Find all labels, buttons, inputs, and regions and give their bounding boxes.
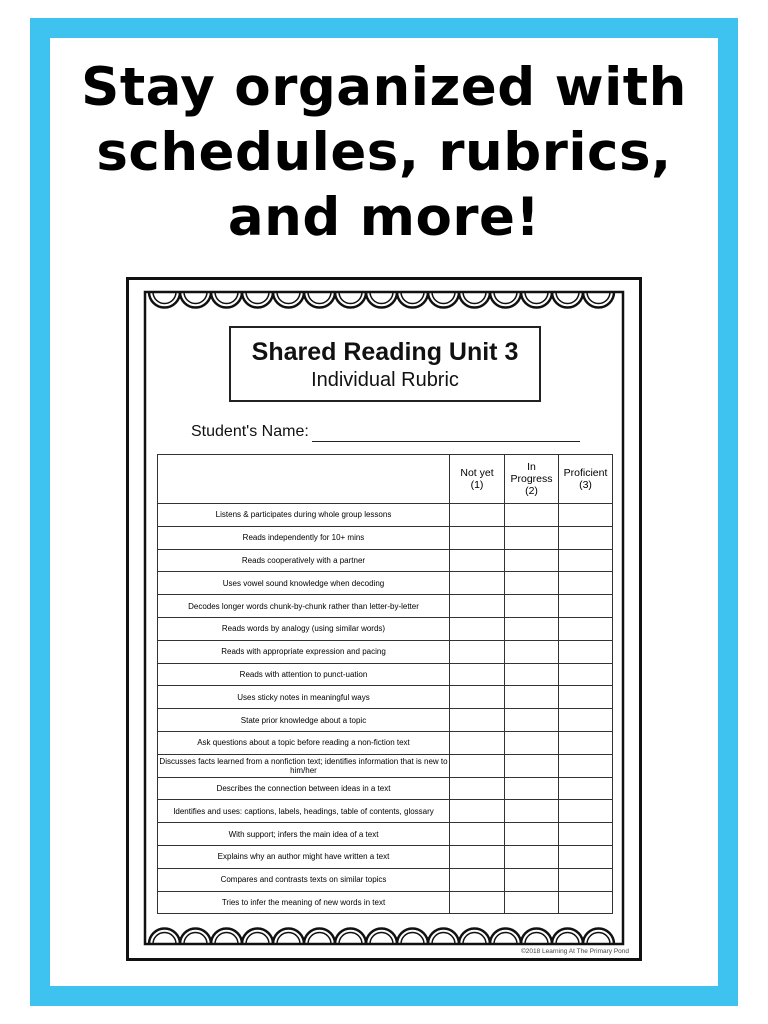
score-cell[interactable] bbox=[450, 709, 505, 732]
score-cell[interactable] bbox=[559, 868, 613, 891]
score-cell[interactable] bbox=[559, 686, 613, 709]
rubric-table bbox=[157, 454, 613, 914]
copyright-note: ©2018 Learning At The Primary Pond bbox=[520, 948, 629, 955]
score-cell[interactable] bbox=[505, 800, 559, 823]
score-cell[interactable] bbox=[450, 572, 505, 595]
table-row bbox=[158, 754, 613, 777]
table-row bbox=[158, 504, 613, 527]
criterion-cell: With support; infers the main idea of a text bbox=[158, 823, 450, 846]
column-header: In Progress (2) bbox=[505, 455, 559, 504]
table-row bbox=[158, 868, 613, 891]
score-cell[interactable] bbox=[559, 640, 613, 663]
score-cell[interactable] bbox=[559, 709, 613, 732]
student-name-row bbox=[191, 421, 591, 445]
score-cell[interactable] bbox=[505, 845, 559, 868]
score-cell[interactable] bbox=[505, 709, 559, 732]
score-cell[interactable] bbox=[505, 686, 559, 709]
score-cell[interactable] bbox=[450, 640, 505, 663]
score-cell[interactable] bbox=[559, 526, 613, 549]
criterion-cell: Ask questions about a topic before reading a non-fiction text bbox=[158, 731, 450, 754]
score-cell[interactable] bbox=[450, 663, 505, 686]
table-row bbox=[158, 800, 613, 823]
criterion-cell: Decodes longer words chunk-by-chunk rather than letter-by-letter bbox=[158, 595, 450, 618]
table-row bbox=[158, 663, 613, 686]
score-cell[interactable] bbox=[450, 504, 505, 527]
criterion-cell: Explains why an author might have written a text bbox=[158, 845, 450, 868]
table-row bbox=[158, 549, 613, 572]
table-row bbox=[158, 845, 613, 868]
score-cell[interactable] bbox=[450, 868, 505, 891]
score-cell[interactable] bbox=[450, 686, 505, 709]
score-cell[interactable] bbox=[450, 777, 505, 800]
score-cell[interactable] bbox=[559, 731, 613, 754]
table-row bbox=[158, 572, 613, 595]
score-cell[interactable] bbox=[450, 549, 505, 572]
score-cell[interactable] bbox=[505, 549, 559, 572]
criterion-cell: Uses sticky notes in meaningful ways bbox=[158, 686, 450, 709]
table-row bbox=[158, 686, 613, 709]
score-cell[interactable] bbox=[505, 572, 559, 595]
score-cell[interactable] bbox=[450, 526, 505, 549]
table-row bbox=[158, 777, 613, 800]
score-cell[interactable] bbox=[559, 777, 613, 800]
table-row bbox=[158, 823, 613, 846]
student-name-line bbox=[312, 441, 580, 442]
score-cell[interactable] bbox=[505, 777, 559, 800]
score-cell[interactable] bbox=[450, 595, 505, 618]
score-cell[interactable] bbox=[505, 891, 559, 914]
score-cell[interactable] bbox=[505, 754, 559, 777]
column-header: Not yet (1) bbox=[450, 455, 505, 504]
title-box bbox=[229, 326, 541, 402]
table-row bbox=[158, 709, 613, 732]
score-cell[interactable] bbox=[505, 663, 559, 686]
score-cell[interactable] bbox=[559, 845, 613, 868]
criterion-cell: Reads with appropriate expression and pacing bbox=[158, 640, 450, 663]
table-row bbox=[158, 640, 613, 663]
score-cell[interactable] bbox=[505, 595, 559, 618]
score-cell[interactable] bbox=[559, 595, 613, 618]
criterion-cell: Identifies and uses: captions, labels, headings, table of contents, glossary bbox=[158, 800, 450, 823]
score-cell[interactable] bbox=[450, 823, 505, 846]
score-cell[interactable] bbox=[505, 504, 559, 527]
score-cell[interactable] bbox=[559, 823, 613, 846]
criterion-cell: Reads words by analogy (using similar words) bbox=[158, 617, 450, 640]
headline: Stay organized with schedules, rubrics, and more! bbox=[81, 57, 687, 248]
table-row bbox=[158, 891, 613, 914]
criterion-cell: Discusses facts learned from a nonfiction text; identifies information that is new to him/her bbox=[158, 754, 450, 777]
score-cell[interactable] bbox=[505, 868, 559, 891]
score-cell[interactable] bbox=[559, 800, 613, 823]
score-cell[interactable] bbox=[450, 800, 505, 823]
score-cell[interactable] bbox=[505, 526, 559, 549]
criterion-cell: Reads with attention to punct-uation bbox=[158, 663, 450, 686]
score-cell[interactable] bbox=[505, 640, 559, 663]
criterion-cell: State prior knowledge about a topic bbox=[158, 709, 450, 732]
score-cell[interactable] bbox=[505, 617, 559, 640]
score-cell[interactable] bbox=[559, 663, 613, 686]
table-row bbox=[158, 526, 613, 549]
criterion-cell: Uses vowel sound knowledge when decoding bbox=[158, 572, 450, 595]
table-row bbox=[158, 731, 613, 754]
score-cell[interactable] bbox=[559, 549, 613, 572]
criterion-cell: Describes the connection between ideas in a text bbox=[158, 777, 450, 800]
sheet-title: Shared Reading Unit 3 bbox=[251, 338, 519, 366]
score-cell[interactable] bbox=[450, 617, 505, 640]
score-cell[interactable] bbox=[450, 845, 505, 868]
table-row bbox=[158, 595, 613, 618]
score-cell[interactable] bbox=[450, 731, 505, 754]
rubric-sheet bbox=[126, 277, 642, 961]
sheet-subtitle: Individual Rubric bbox=[311, 369, 459, 391]
table-row bbox=[158, 617, 613, 640]
score-cell[interactable] bbox=[505, 823, 559, 846]
score-cell[interactable] bbox=[559, 617, 613, 640]
criterion-cell: Compares and contrasts texts on similar topics bbox=[158, 868, 450, 891]
score-cell[interactable] bbox=[450, 754, 505, 777]
criterion-cell: Reads cooperatively with a partner bbox=[158, 549, 450, 572]
score-cell[interactable] bbox=[559, 504, 613, 527]
score-cell[interactable] bbox=[559, 572, 613, 595]
criterion-cell: Tries to infer the meaning of new words in text bbox=[158, 891, 450, 914]
header-row bbox=[158, 455, 613, 504]
criteria-header bbox=[158, 455, 450, 504]
score-cell[interactable] bbox=[450, 891, 505, 914]
student-name-label: Student's Name: bbox=[191, 423, 309, 440]
score-cell[interactable] bbox=[559, 754, 613, 777]
score-cell[interactable] bbox=[559, 891, 613, 914]
score-cell[interactable] bbox=[505, 731, 559, 754]
criterion-cell: Reads independently for 10+ mins bbox=[158, 526, 450, 549]
column-header: Proficient (3) bbox=[559, 455, 613, 504]
criterion-cell: Listens & participates during whole group lessons bbox=[158, 504, 450, 527]
